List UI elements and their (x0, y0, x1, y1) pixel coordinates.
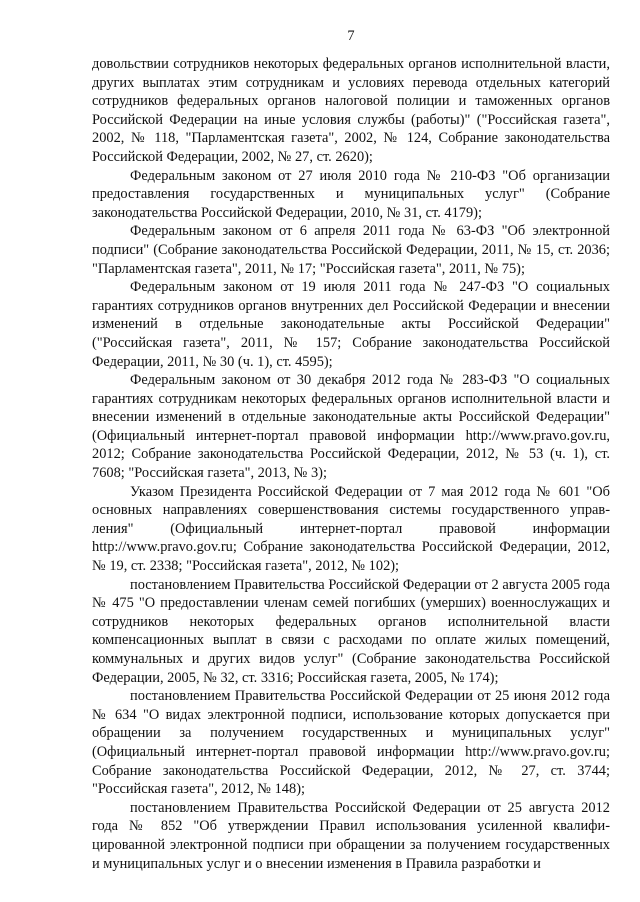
body-text (92, 55, 610, 873)
paragraph-law-210-fz: Федеральным законом от 27 июля 2010 года № 210-ФЗ "Об организации предоставления государственных и муниципальных услуг" (Собрание законодательства Российской Федерации, 2010, № 31, ст. 4179); (92, 167, 610, 221)
paragraph-resolution-475: постановлением Правительства Российской Федерации от 2 августа 2005 года № 475 "О предоставлении членам семей погибших (умерших) военнослужащих и сотрудников некоторых федеральных органов исполнительной власти компенсационных выплат в связи с расходами по оплате жилых помещений, коммунальных и других видов услуг" (Собрание законодательства Российской Федерации, 2005, № 32, ст. 3316; Российская газета, 2005, № 174); (92, 576, 610, 686)
paragraph-resolution-852: постановлением Правительства Российской Федерации от 25 августа 2012 года № 852 "Об утверждении Правил использования усиленной квалифицированной электронной подписи при обращении за получением государственных и муниципальных услуг и о внесении изменения в Правила разработки и (92, 799, 610, 872)
paragraph-law-63-fz: Федеральным законом от 6 апреля 2011 года № 63-ФЗ "Об электронной подписи" (Собрание законодательства Российской Федерации, 2011, № 15, ст. 2036; "Парламентская газета", 2011, № 17; "Российская газета", 2011, № 75); (92, 223, 610, 277)
paragraph-law-247-fz: Федеральным законом от 19 июля 2011 года № 247-ФЗ "О социальных гарантиях сотрудников органов внутренних дел Российской Федерации и внесении изменений в отдельные законодательные акты Российской Федерации" ("Российская газета", 2011, № 157; Собрание законодательства Российской Федерации, 2011, № 30 (ч. 1), ст. 4595); (92, 279, 610, 370)
page-number: 7 (347, 28, 355, 44)
paragraph-decree-601: Указом Президента Российской Федерации от 7 мая 2012 года № 601 "Об основных направлениях совершенствования системы государственного управления" (Официальный интернет-портал правовой информации http://www.pravo.gov.ru; Собрание законодательства Российской Федерации, 2012, № 19, ст. 2338; "Российская газета", 2012, № 102); (92, 483, 610, 575)
paragraph-continuation: довольствии сотрудников некоторых федеральных органов исполнительной власти, других выплатах этим сотрудникам и условиях перевода отдельных категорий сотрудников федеральных органов налоговой полиции и таможенных органов Российской Федерации на иные условия службы (работы)" ("Российская газета", 2002, № 118, "Парламентская газета", 2002, № 124, Собрание законодательства Российской Федерации, 2002, № 27, ст. 2620); (92, 56, 610, 165)
paragraph-law-283-fz: Федеральным законом от 30 декабря 2012 года № 283-ФЗ "О социальных гарантиях сотрудникам некоторых федеральных органов исполнительной власти и внесении изменений в отдельные законодательные акты Российской Федерации" (Официальный интернет-портал правовой информации http://www.pravo.gov.ru, 2012; Собрание законодательства Российской Федерации, 2012, № 53 (ч. 1), ст. 7608; "Российская газета", 2013, № 3); (92, 372, 610, 482)
paragraph-resolution-634: постановлением Правительства Российской Федерации от 25 июня 2012 года № 634 "О видах электронной подписи, использование которых допускается при обращении за получением государственных и муниципальных услуг" (Официальный интернет-портал правовой информации http://www.pravo.gov.ru; Собрание законодательства Российской Федерации, 2012, № 27, ст. 3744; "Российская газета", 2012, № 148); (92, 688, 610, 798)
